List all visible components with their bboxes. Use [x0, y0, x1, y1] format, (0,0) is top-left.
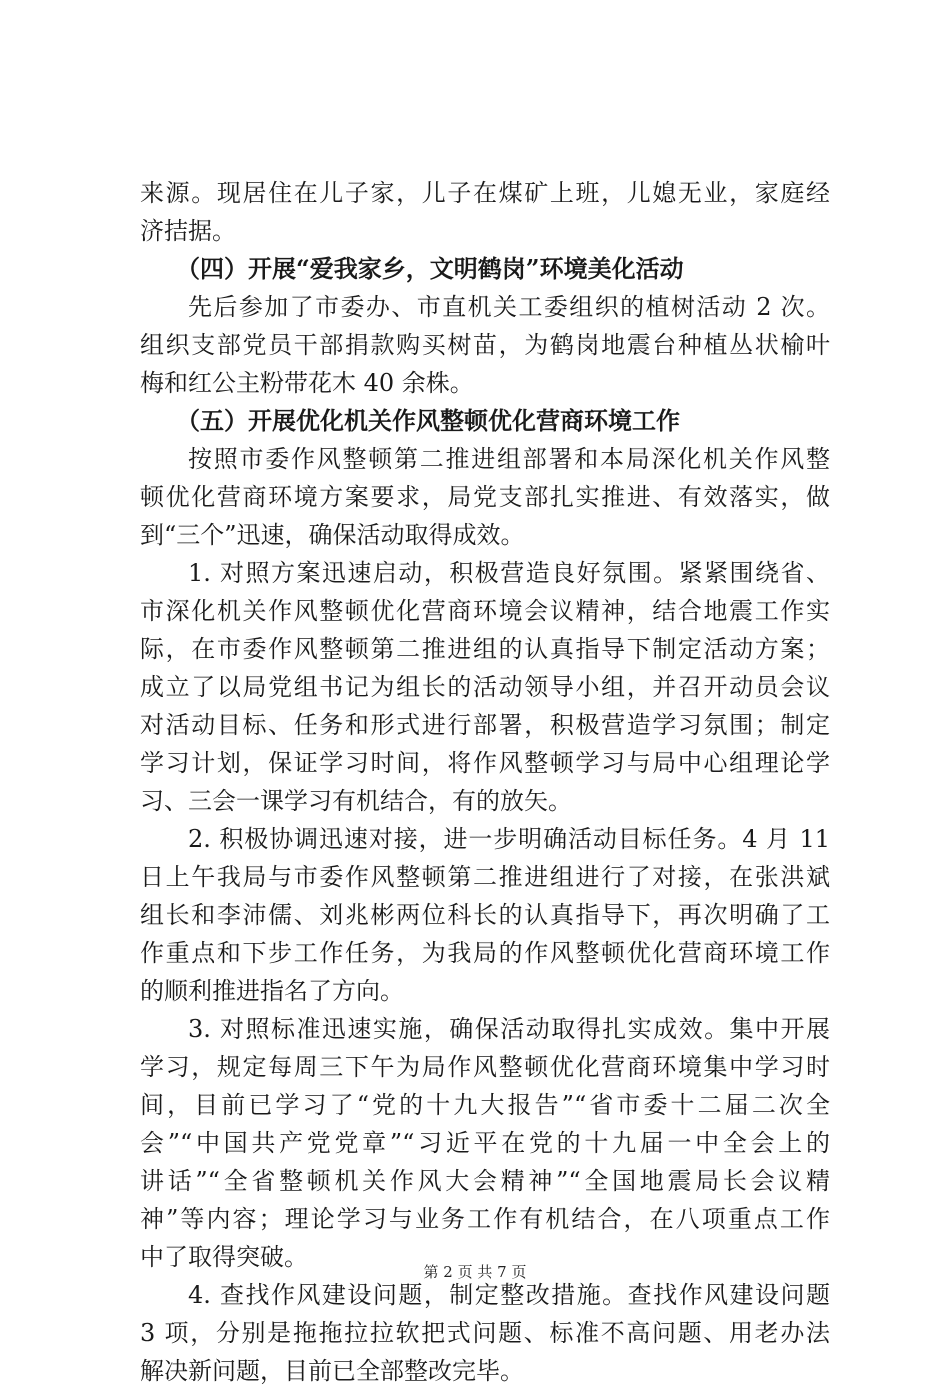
- paragraph-line: 组长和李沛儒、刘兆彬两位科长的认真指导下，再次明确了工: [140, 901, 830, 929]
- paragraph-line: 按照市委作风整顿第二推进组部署和本局深化机关作风整: [188, 445, 830, 473]
- paragraph-line: 3. 对照标准迅速实施，确保活动取得扎实成效。集中开展: [188, 1015, 830, 1043]
- paragraph-line: 讲话”“全省整顿机关作风大会精神”“全国地震局长会议精: [140, 1167, 830, 1195]
- paragraph-line: 3 项，分别是拖拖拉拉软把式问题、标准不高问题、用老办法: [140, 1319, 830, 1347]
- paragraph-line: 4. 查找作风建设问题，制定整改措施。查找作风建设问题: [188, 1281, 830, 1309]
- paragraph-line: 作重点和下步工作任务，为我局的作风整顿优化营商环境工作: [140, 939, 830, 967]
- section-heading: （四）开展“爱我家乡，文明鹤岗”环境美化活动: [176, 254, 684, 283]
- paragraph-line: 对活动目标、任务和形式进行部署，积极营造学习氛围；制定: [140, 711, 830, 739]
- paragraph-line: 日上午我局与市委作风整顿第二推进组进行了对接，在张洪斌: [140, 863, 830, 891]
- paragraph-line: 济拮据。: [140, 217, 236, 245]
- paragraph-line: 1. 对照方案迅速启动，积极营造良好氛围。紧紧围绕省、: [188, 559, 830, 587]
- section-heading: （五）开展优化机关作风整顿优化营商环境工作: [176, 406, 680, 435]
- paragraph-line: 市深化机关作风整顿优化营商环境会议精神，结合地震工作实: [140, 597, 830, 625]
- paragraph-line: 间，目前已学习了“党的十九大报告”“省市委十二届二次全: [140, 1091, 830, 1119]
- paragraph-line: 神”等内容；理论学习与业务工作有机结合，在八项重点工作: [140, 1205, 830, 1233]
- paragraph-line: 的顺利推进指名了方向。: [140, 977, 404, 1005]
- paragraph-line: 到“三个”迅速，确保活动取得成效。: [140, 521, 525, 549]
- paragraph-line: 中了取得突破。: [140, 1243, 308, 1271]
- paragraph-line: 成立了以局党组书记为组长的活动领导小组，并召开动员会议: [140, 673, 830, 701]
- paragraph-line: 习、三会一课学习有机结合，有的放矢。: [140, 787, 572, 815]
- paragraph-line: 来源。现居住在儿子家，儿子在煤矿上班，儿媳无业，家庭经: [140, 179, 830, 207]
- paragraph-line: 会”“中国共产党党章”“习近平在党的十九届一中全会上的: [140, 1129, 830, 1157]
- document-body: [140, 174, 830, 1390]
- paragraph-line: 解决新问题，目前已全部整改完毕。: [140, 1357, 524, 1385]
- page-footer: 第 2 页 共 7 页: [423, 1263, 527, 1281]
- paragraph-line: 组织支部党员干部捐款购买树苗，为鹤岗地震台种植丛状榆叶: [140, 331, 830, 359]
- paragraph-line: 际，在市委作风整顿第二推进组的认真指导下制定活动方案；: [140, 635, 830, 663]
- paragraph-line: 顿优化营商环境方案要求，局党支部扎实推进、有效落实，做: [140, 483, 830, 511]
- paragraph-line: 学习计划，保证学习时间，将作风整顿学习与局中心组理论学: [140, 749, 830, 777]
- paragraph-line: 梅和红公主粉带花木 40 余株。: [140, 369, 474, 397]
- paragraph-line: 先后参加了市委办、市直机关工委组织的植树活动 2 次。: [188, 293, 830, 321]
- paragraph-line: 学习，规定每周三下午为局作风整顿优化营商环境集中学习时: [140, 1053, 830, 1081]
- paragraph-line: 2. 积极协调迅速对接，进一步明确活动目标任务。4 月 11: [188, 825, 830, 853]
